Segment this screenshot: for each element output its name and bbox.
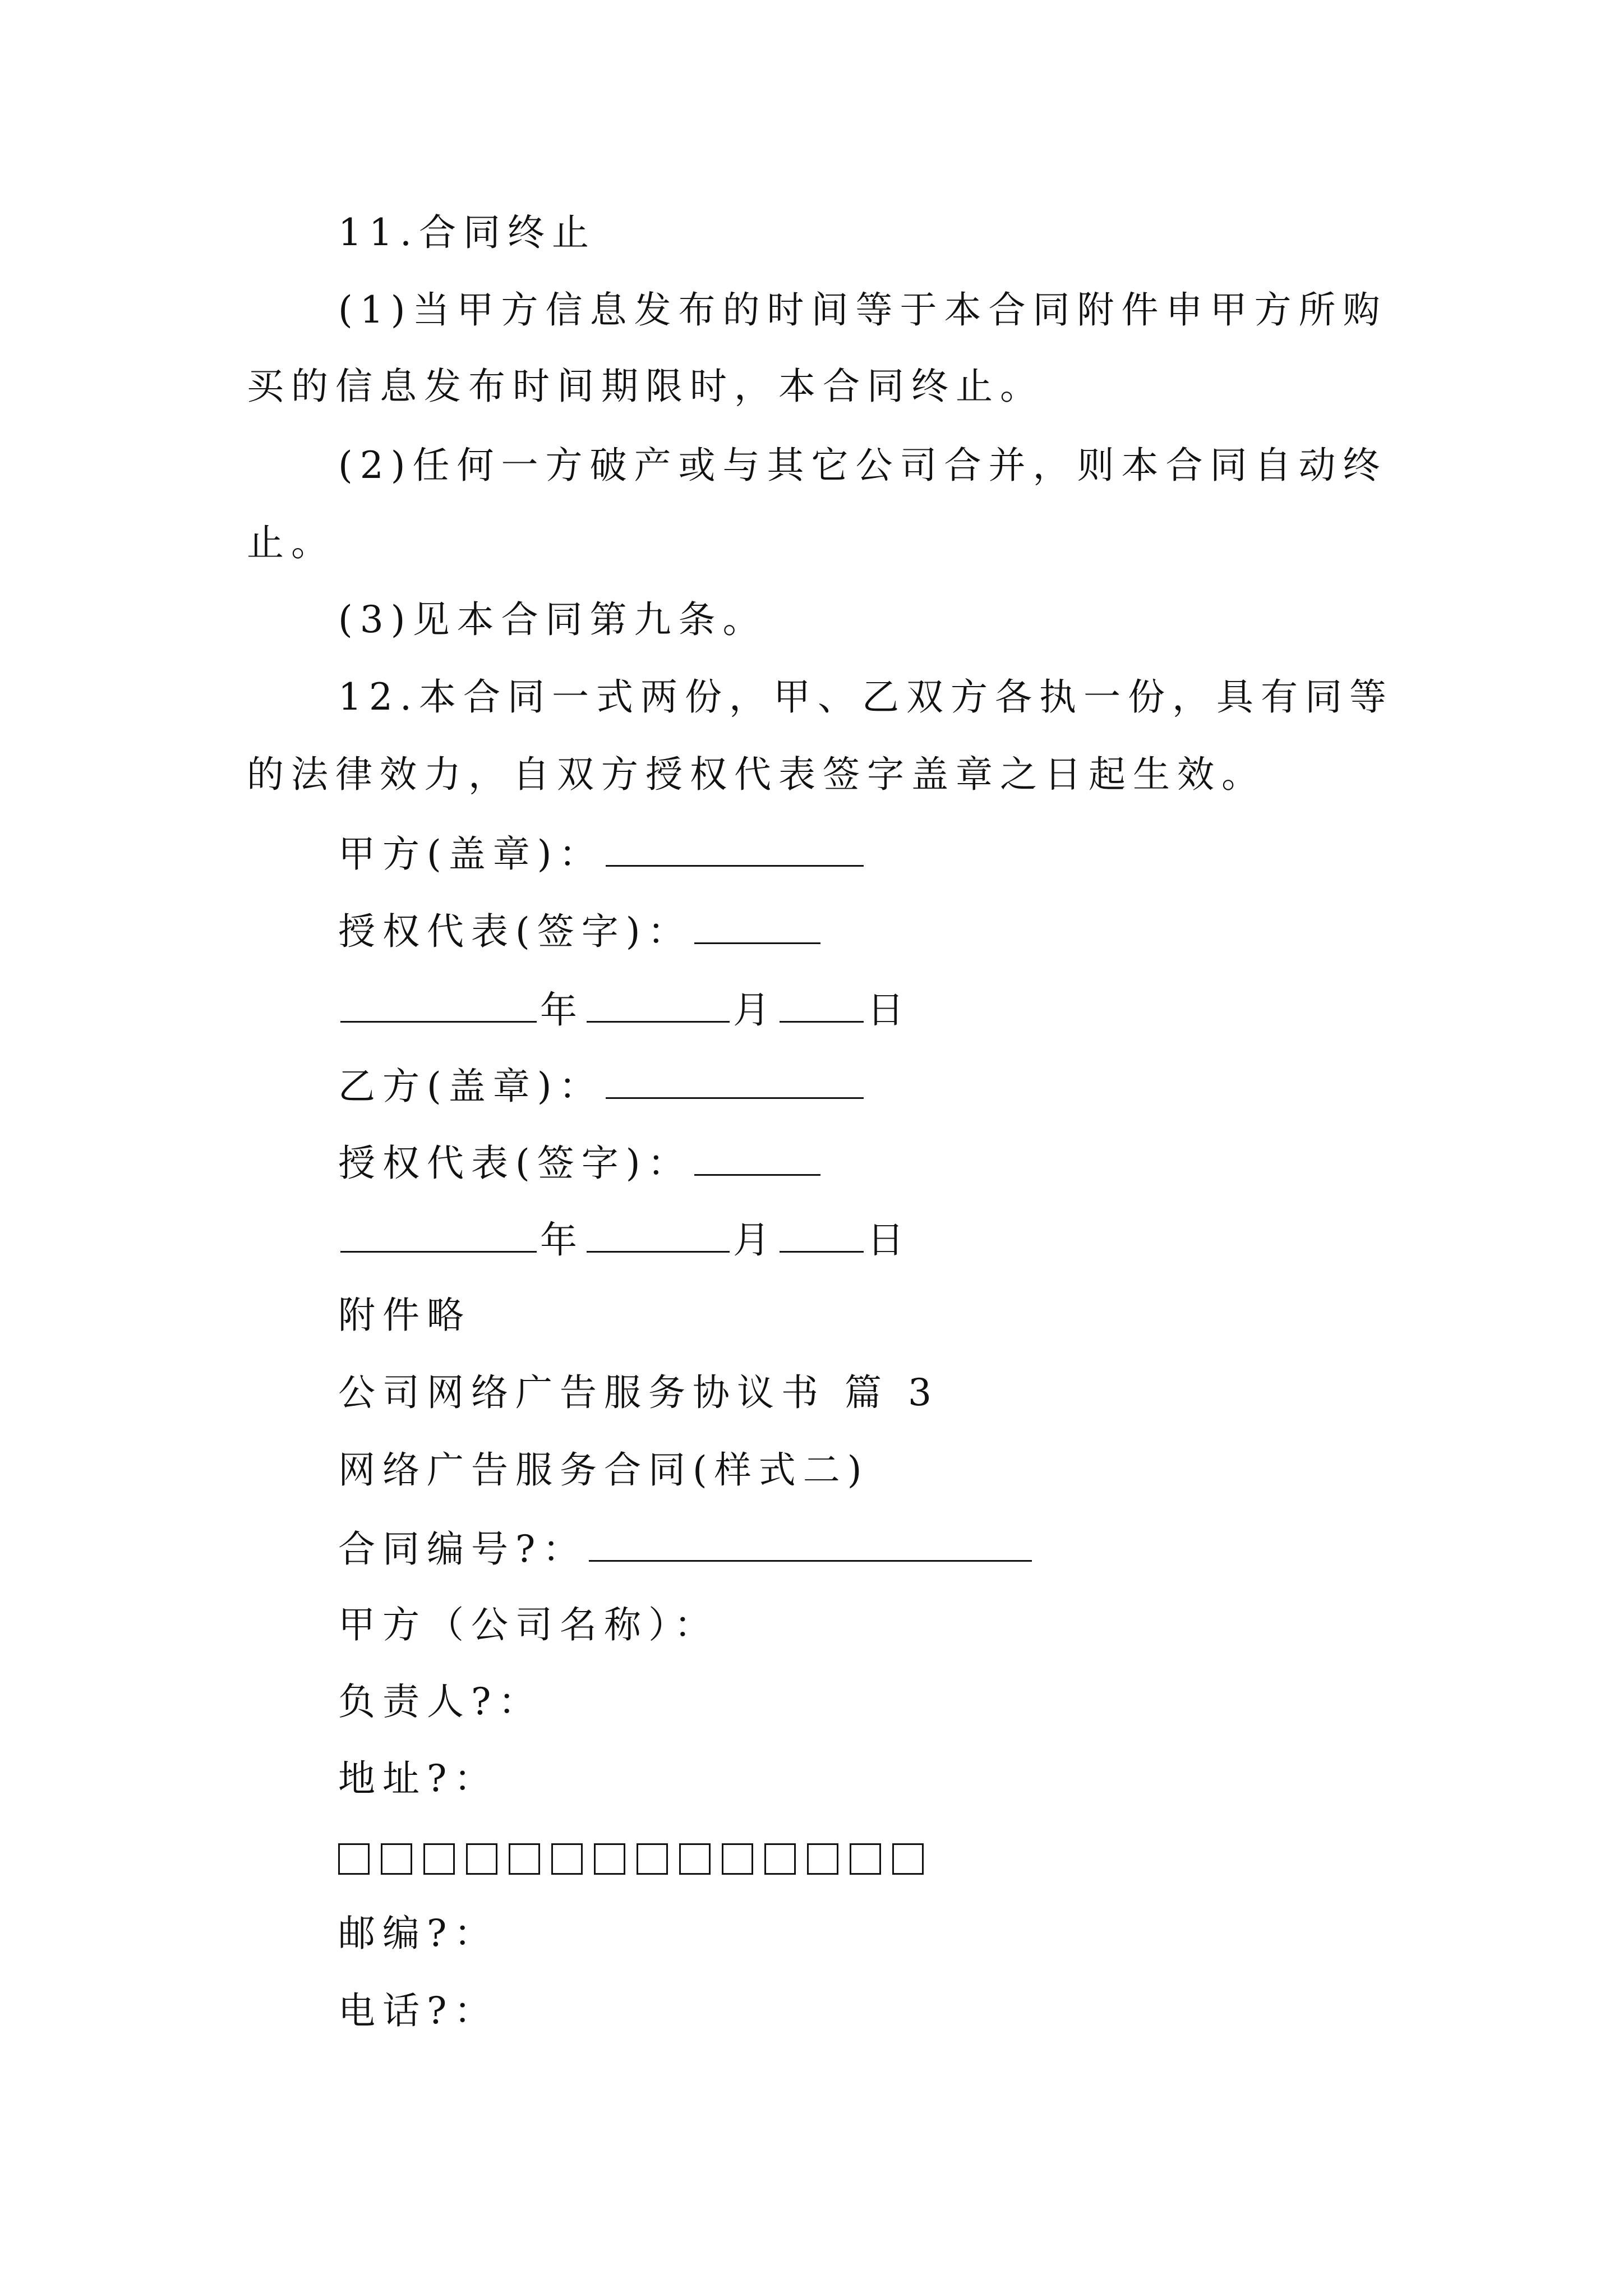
party-b-authorized-rep-blank [694,1143,820,1176]
address-box-12 [807,1843,838,1875]
party-b-authorized-rep-label: 授权代表(签字)： [338,1142,692,1185]
party-b-date-line [338,1218,911,1262]
party-b-day-blank [780,1220,864,1253]
clause-12-line-1: 12.本合同一式两份，甲、乙双方各执一份，具有同等 [338,675,1394,719]
clause-11-2-line-1: (2)任何一方破产或与其它公司合并，则本合同自动终 [338,444,1387,487]
responsible-person-label: 负责人?： [338,1680,543,1723]
address-label: 地址?： [338,1757,499,1800]
party-b-year-label: 年 [540,1218,584,1262]
address-box-4 [466,1843,497,1875]
party-a-month-label: 月 [733,988,777,1032]
postal-code-label: 邮编?： [338,1912,499,1955]
section-title: 公司网络广告服务协议书 篇 3 [338,1371,939,1414]
party-a-day-blank [780,990,864,1023]
phone-label: 电话?： [338,1989,499,2032]
address-box-13 [850,1843,881,1875]
party-b-stamp-label: 乙方(盖章)： [338,1065,603,1108]
address-box-3 [423,1843,455,1875]
address-box-6 [551,1843,583,1875]
party-b-stamp-blank [606,1066,864,1099]
clause-11-1-line-2: 买的信息发布时间期限时，本合同终止。 [247,365,1044,408]
party-a-date-line [338,988,911,1032]
attachment-note: 附件略 [338,1294,471,1337]
address-box-1 [338,1843,370,1875]
address-box-2 [381,1843,412,1875]
party-a-day-label: 日 [867,988,911,1032]
address-box-7 [594,1843,625,1875]
party-a-stamp-blank [606,834,864,867]
party-a-year-label: 年 [540,988,584,1032]
contract-title: 网络广告服务合同(样式二) [338,1448,869,1492]
party-b-year-blank [340,1220,537,1253]
party-b-authorized-rep-line [338,1142,824,1185]
section-11-title: 11.合同终止 [338,211,596,254]
contract-number-line [338,1527,1035,1571]
party-b-month-blank [587,1220,730,1253]
party-a-stamp-line [338,832,867,876]
party-a-stamp-label: 甲方(盖章)： [338,832,603,876]
clause-11-3: (3)见本合同第九条。 [338,598,767,641]
party-b-stamp-line [338,1065,867,1108]
party-a-authorized-rep-blank [694,911,820,944]
address-box-14 [892,1843,924,1875]
clause-11-1-line-1: (1)当甲方信息发布的时间等于本合同附件申甲方所购 [338,288,1387,332]
party-a-company-label: 甲方（公司名称）： [338,1603,718,1646]
party-a-authorized-rep-label: 授权代表(签字)： [338,910,692,954]
clause-11-2-line-2: 止。 [247,521,335,564]
address-box-11 [764,1843,796,1875]
address-box-row [338,1838,935,1875]
party-b-month-label: 月 [733,1218,777,1262]
party-a-year-blank [340,990,537,1023]
party-a-authorized-rep-line [338,910,824,954]
contract-number-blank [589,1529,1032,1562]
party-a-month-blank [587,990,730,1023]
address-box-8 [637,1843,668,1875]
clause-12-line-2: 的法律效力，自双方授权代表签字盖章之日起生效。 [247,753,1266,796]
address-box-10 [722,1843,753,1875]
address-box-5 [509,1843,540,1875]
contract-number-label: 合同编号?： [338,1527,587,1571]
party-b-day-label: 日 [867,1218,911,1262]
address-box-9 [679,1843,711,1875]
